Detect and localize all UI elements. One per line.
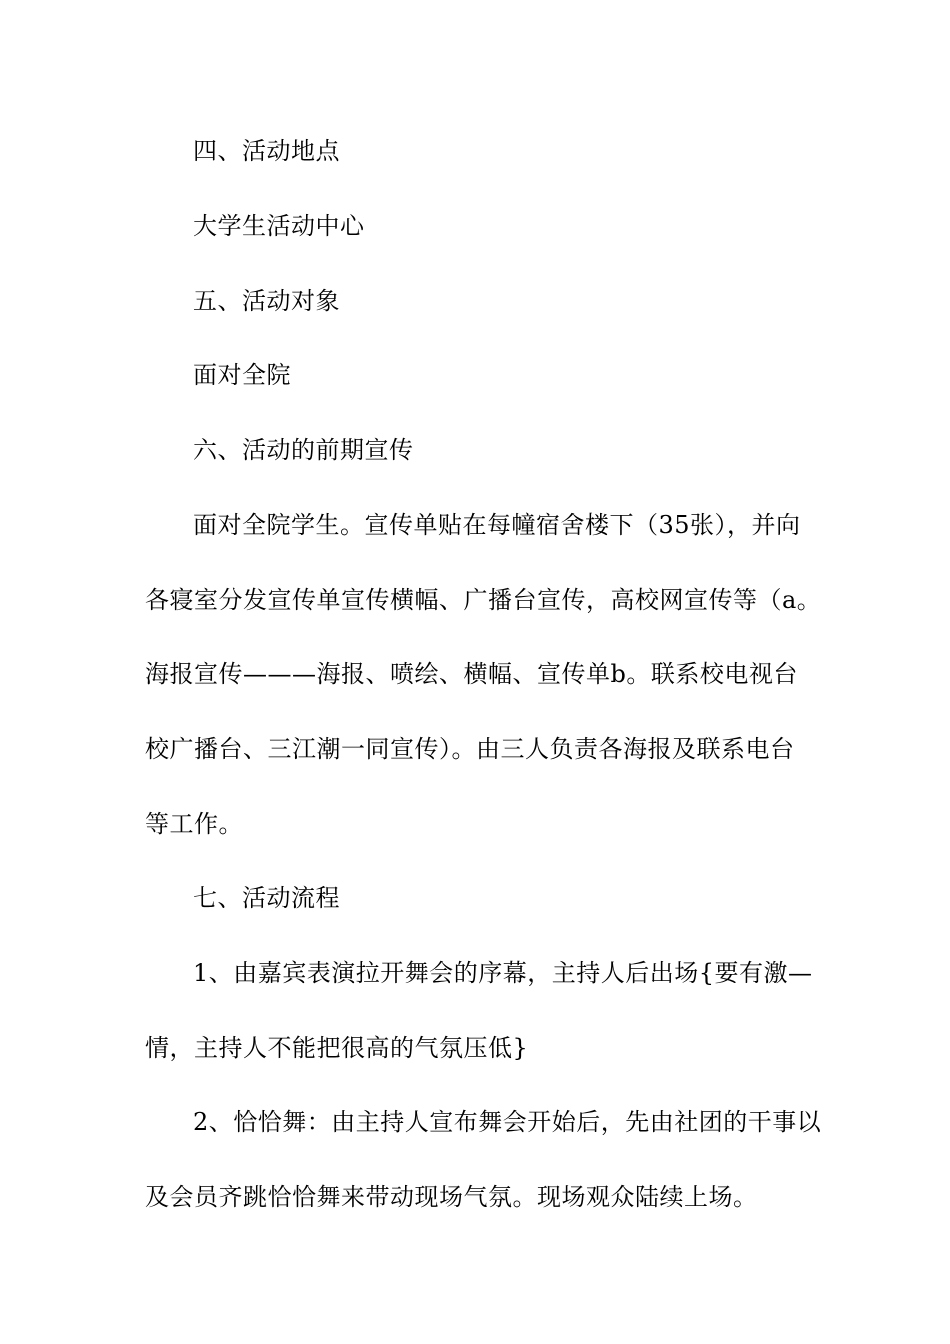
paragraph-promotion-line-3: 海报宣传———海报、喷绘、横幅、宣传单b。联系校电视台 [145, 660, 798, 688]
section-heading-venue: 四、活动地点 [193, 137, 340, 165]
section-heading-process: 七、活动流程 [193, 884, 340, 912]
section-heading-audience: 五、活动对象 [193, 287, 340, 315]
paragraph-promotion-line-5: 等工作。 [145, 810, 243, 838]
paragraph-process-1-line-1: 1、由嘉宾表演拉开舞会的序幕，主持人后出场{要有激— [193, 959, 813, 987]
paragraph-process-1-line-2: 情，主持人不能把很高的气氛压低} [145, 1034, 529, 1062]
paragraph-promotion-line-4: 校广播台、三江潮一同宣传）。由三人负责各海报及联系电台 [145, 735, 795, 763]
paragraph-process-2-line-2: 及会员齐跳恰恰舞来带动现场气氛。现场观众陆续上场。 [145, 1183, 758, 1211]
paragraph-venue: 大学生活动中心 [193, 212, 365, 240]
section-heading-promotion: 六、活动的前期宣传 [193, 436, 414, 464]
paragraph-process-2-line-1: 2、恰恰舞：由主持人宣布舞会开始后，先由社团的干事以 [193, 1108, 822, 1136]
paragraph-audience: 面对全院 [193, 361, 291, 389]
paragraph-promotion-line-1: 面对全院学生。宣传单贴在每幢宿舍楼下（35张），并向 [193, 511, 801, 539]
paragraph-promotion-line-2: 各寝室分发宣传单宣传横幅、广播台宣传，高校网宣传等（a。 [145, 586, 822, 614]
